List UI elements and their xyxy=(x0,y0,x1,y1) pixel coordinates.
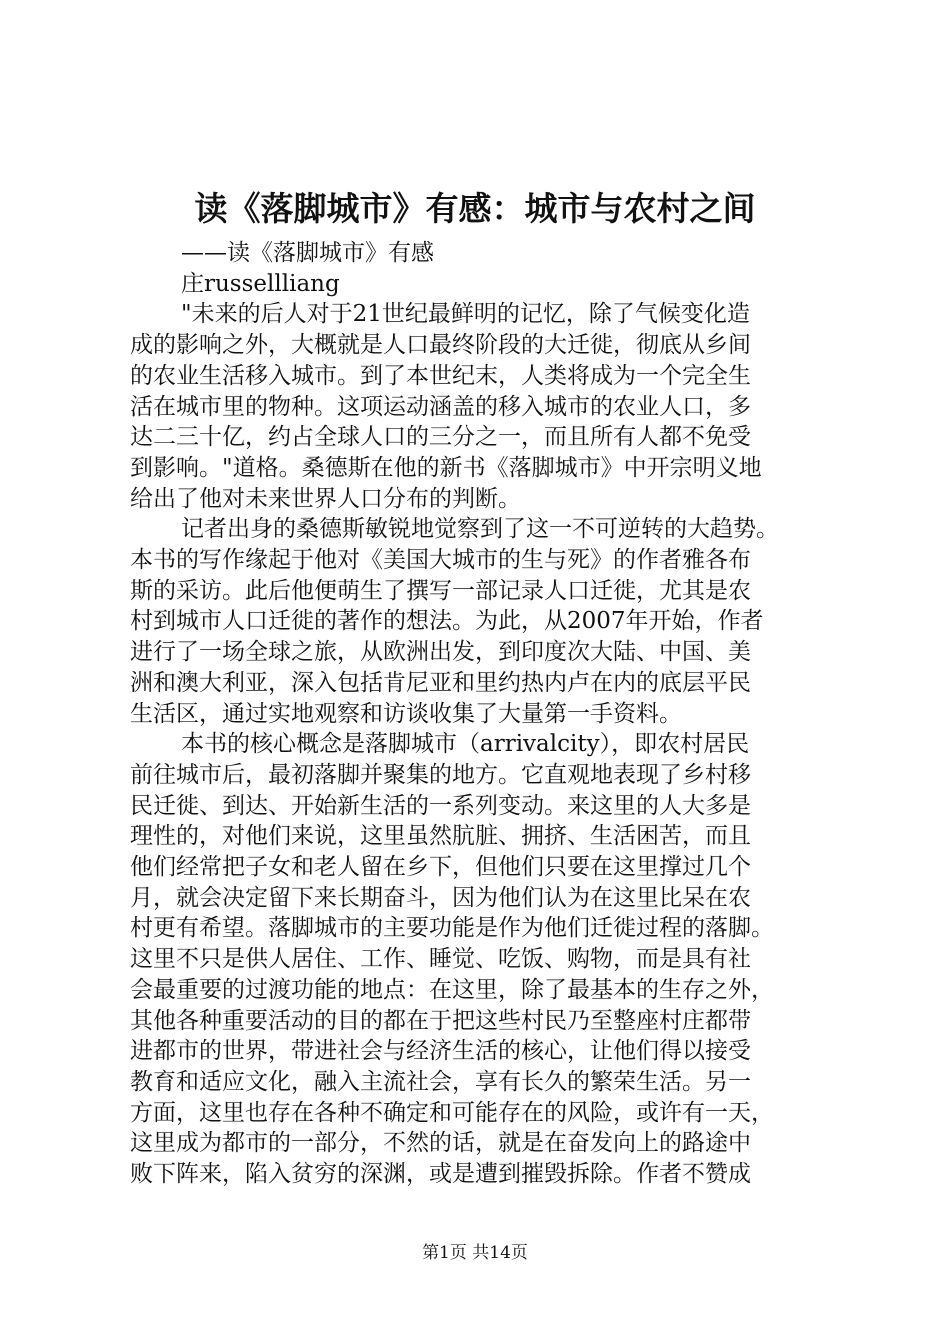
paragraph-line: 生活区，通过实地观察和访谈收集了大量第一手资料。 xyxy=(130,700,682,727)
paragraph-line: 活在城市里的物种。这项运动涵盖的移入城市的农业人口，多 xyxy=(130,393,751,420)
paragraph-line: 方面，这里也存在各种不确定和可能存在的风险，或许有一天， xyxy=(130,1099,774,1126)
paragraph-line: 达二三十亿，约占全球人口的三分之一，而且所有人都不免受 xyxy=(130,424,751,451)
paragraph-line: 本书的核心概念是落脚城市（arrivalcity），即农村居民 xyxy=(181,731,750,758)
paragraph-line: 理性的，对他们来说，这里虽然肮脏、拥挤、生活困苦，而且 xyxy=(130,823,751,850)
paragraph-line: 月，就会决定留下来长期奋斗，因为他们认为在这里比呆在农 xyxy=(130,884,751,911)
paragraph xyxy=(130,514,832,729)
paragraph-line: 会最重要的过渡功能的地点：在这里，除了最基本的生存之外， xyxy=(130,976,774,1003)
paragraph-line: 他们经常把子女和老人留在乡下，但他们只要在这里撑过几个 xyxy=(130,854,751,881)
paragraph xyxy=(130,299,832,514)
paragraph-line: 进行了一场全球之旅，从欧洲出发，到印度次大陆、中国、美 xyxy=(130,639,751,666)
paragraph-line: 进都市的世界，带进社会与经济生活的核心，让他们得以接受 xyxy=(130,1038,751,1065)
paragraph-line: 这里成为都市的一部分，不然的话，就是在奋发向上的路途中 xyxy=(130,1130,751,1157)
paragraph-line: 成的影响之外，大概就是人口最终阶段的大迁徙，彻底从乡间 xyxy=(130,332,751,359)
paragraph-line: 到影响。"道格。桑德斯在他的新书《落脚城市》中开宗明义地 xyxy=(130,454,762,481)
paragraph-line: 记者出身的桑德斯敏锐地觉察到了这一不可逆转的大趋势。 xyxy=(181,516,779,543)
paragraph-line: 败下阵来，陷入贫穷的深渊，或是遭到摧毁拆除。作者不赞成 xyxy=(130,1161,751,1188)
document-title: 读《落脚城市》有感：城市与农村之间 xyxy=(194,189,756,228)
paragraph xyxy=(130,729,832,1190)
paragraph-line: 的农业生活移入城市。到了本世纪末，人类将成为一个完全生 xyxy=(130,362,751,389)
paragraph-line: 村更有希望。落脚城市的主要功能是作为他们迁徙过程的落脚。 xyxy=(130,915,774,942)
paragraph-line: 这里不只是供人居住、工作、睡觉、吃饭、购物，而是具有社 xyxy=(130,946,751,973)
paragraphs xyxy=(130,299,832,1189)
page-footer: 第1页 共14页 xyxy=(422,1243,528,1263)
subtitle: ——读《落脚城市》有感 xyxy=(181,240,434,266)
paragraph-line: 村到城市人口迁徙的著作的想法。为此，从2007年开始，作者 xyxy=(130,608,764,635)
paragraph-line: 斯的采访。此后他便萌生了撰写一部记录人口迁徙，尤其是农 xyxy=(130,577,751,604)
paragraph-line: 教育和适应文化，融入主流社会，享有长久的繁荣生活。另一 xyxy=(130,1068,751,1095)
paragraph-line: 其他各种重要活动的目的都在于把这些村民乃至整座村庄都带 xyxy=(130,1007,751,1034)
paragraph-line: "未来的后人对于21世纪最鲜明的记忆，除了气候变化造 xyxy=(181,301,750,328)
document-body xyxy=(130,238,832,1190)
paragraph-line: 民迁徙、到达、开始新生活的一系列变动。来这里的人大多是 xyxy=(130,792,751,819)
paragraph-line: 给出了他对未来世界人口分布的判断。 xyxy=(130,485,521,512)
author-line: 庄russellliang xyxy=(181,270,340,297)
paragraph-line: 前往城市后，最初落脚并聚集的地方。它直观地表现了乡村移 xyxy=(130,761,751,788)
paragraph-line: 本书的写作缘起于他对《美国大城市的生与死》的作者雅各布 xyxy=(130,547,751,574)
paragraph-line: 洲和澳大利亚，深入包括肯尼亚和里约热内卢在内的底层平民 xyxy=(130,669,751,696)
